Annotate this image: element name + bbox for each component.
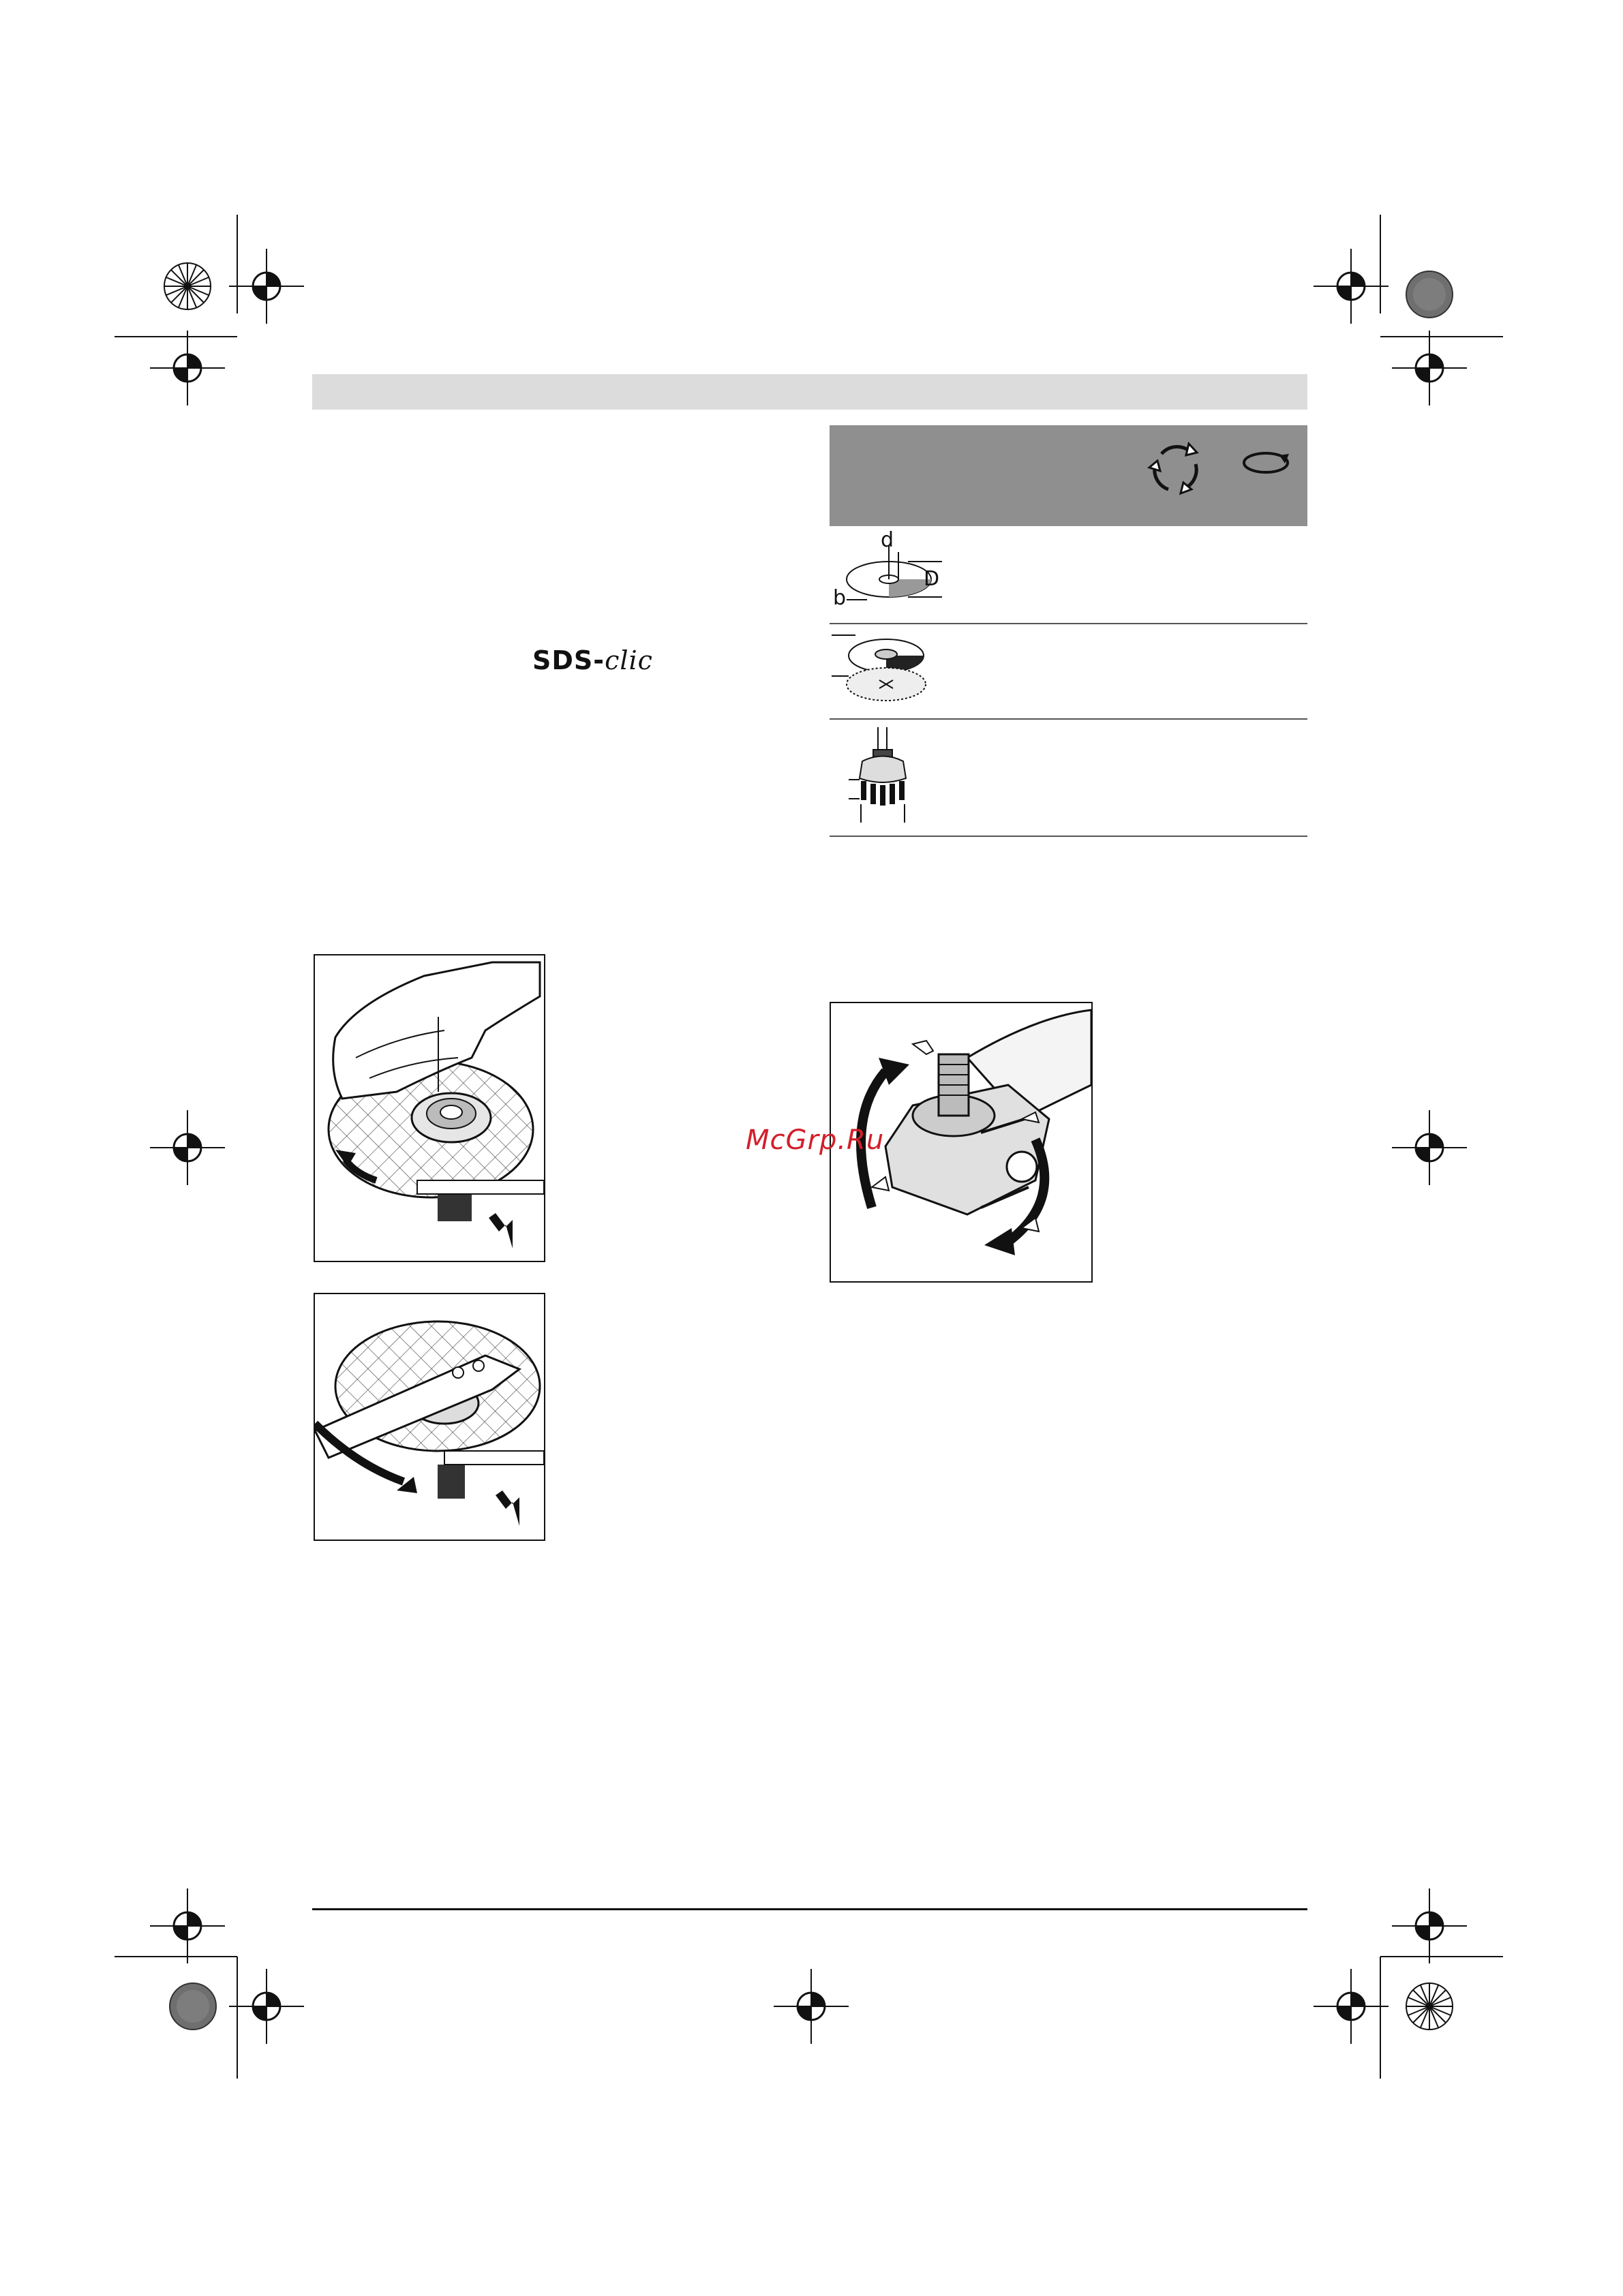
figure-hand-mounting-disc bbox=[314, 954, 545, 1262]
figure-spanner-removal bbox=[314, 1293, 545, 1541]
dim-label-D: D bbox=[924, 567, 940, 591]
sds-clic-logo bbox=[532, 645, 653, 679]
table-bottom-rule bbox=[830, 836, 1307, 837]
cup-brush-diagram bbox=[835, 724, 930, 826]
header-bar bbox=[312, 374, 1307, 410]
sds-logo-prefix: SDS- bbox=[532, 645, 605, 675]
watermark-text: McGrp.Ru bbox=[746, 1124, 885, 1156]
table-row-divider bbox=[830, 623, 1307, 624]
dim-label-b: b bbox=[833, 586, 847, 610]
table-row-divider bbox=[830, 718, 1307, 720]
rotation-direction-icon bbox=[1239, 446, 1293, 480]
footer-rule bbox=[312, 1908, 1307, 1910]
sds-logo-clic: clic bbox=[605, 645, 653, 675]
accessory-table-header bbox=[830, 425, 1307, 526]
dim-label-d: d bbox=[881, 528, 894, 552]
recycle-arrows-icon bbox=[1141, 433, 1209, 502]
grinding-disc-diagram bbox=[828, 628, 944, 714]
